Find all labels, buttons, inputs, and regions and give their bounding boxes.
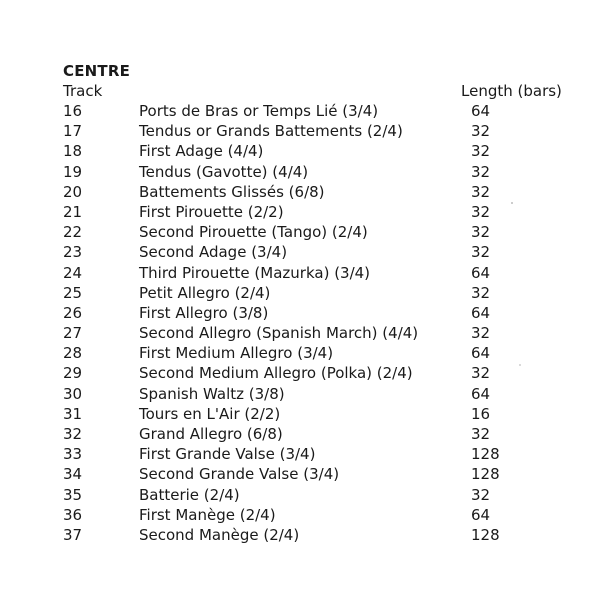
- track-length: 32: [471, 364, 491, 383]
- track-title: Grand Allegro (6/8): [139, 425, 283, 443]
- track-row: [0, 121, 600, 141]
- track-row: [0, 162, 600, 182]
- track-length: 128: [471, 465, 500, 484]
- track-length: 64: [471, 263, 491, 282]
- track-title: Tendus or Grands Battements (2/4): [139, 122, 403, 141]
- track-length: 32: [471, 283, 491, 302]
- track-row: [0, 505, 600, 525]
- track-title: Second Adage (3/4): [139, 243, 288, 262]
- track-title: First Grande Valse (3/4): [139, 445, 316, 464]
- track-length: 128: [471, 525, 500, 544]
- track-length: 32: [471, 425, 491, 443]
- track-number: 29: [63, 364, 83, 383]
- track-number: 21: [63, 202, 83, 221]
- track-row: [0, 242, 600, 262]
- track-length: 32: [471, 202, 491, 221]
- track-length: 64: [471, 344, 491, 363]
- track-number: 34: [63, 465, 83, 484]
- track-title: First Adage (4/4): [139, 142, 264, 161]
- track-title: Third Pirouette (Mazurka) (3/4): [139, 263, 371, 282]
- track-title: Batterie (2/4): [139, 485, 240, 504]
- section-title: CENTRE: [63, 62, 131, 80]
- track-length: 32: [471, 122, 491, 141]
- track-number: 33: [63, 445, 83, 464]
- track-row: [0, 424, 600, 444]
- track-row: [0, 202, 600, 222]
- track-number: 36: [63, 505, 83, 524]
- track-length: 16: [471, 404, 491, 423]
- track-row: [0, 101, 600, 121]
- track-number: 18: [63, 142, 83, 161]
- track-length: 32: [471, 243, 491, 262]
- track-title: First Pirouette (2/2): [139, 202, 284, 221]
- track-length: 64: [471, 384, 491, 403]
- track-column-header: Track: [63, 82, 103, 100]
- track-number: 17: [63, 122, 83, 141]
- track-number: 31: [63, 404, 83, 423]
- track-title: First Allegro (3/8): [139, 303, 269, 322]
- track-row: [0, 323, 600, 343]
- track-length: 32: [471, 142, 491, 161]
- track-title: Ports de Bras or Temps Lié (3/4): [139, 102, 379, 120]
- track-title: First Medium Allegro (3/4): [139, 344, 334, 363]
- track-number: 20: [63, 182, 83, 201]
- track-number: 26: [63, 303, 83, 322]
- track-row: [0, 283, 600, 303]
- track-row: [0, 384, 600, 404]
- track-title: Tours en L'Air (2/2): [139, 404, 281, 423]
- track-row: [0, 464, 600, 484]
- track-title: Battements Glissés (6/8): [139, 182, 325, 201]
- track-number: 35: [63, 485, 83, 504]
- track-length: 32: [471, 485, 491, 504]
- track-title: Spanish Waltz (3/8): [139, 384, 285, 403]
- track-title: Petit Allegro (2/4): [139, 283, 271, 302]
- track-length: 32: [471, 223, 491, 242]
- track-row: [0, 444, 600, 464]
- track-number: 30: [63, 384, 83, 403]
- track-title: Second Medium Allegro (Polka) (2/4): [139, 364, 413, 383]
- track-length: 64: [471, 505, 491, 524]
- track-length: 32: [471, 182, 491, 201]
- track-row: [0, 525, 600, 545]
- scan-speck: [511, 202, 513, 204]
- track-number: 25: [63, 283, 83, 302]
- track-number: 28: [63, 344, 83, 363]
- track-row: [0, 363, 600, 383]
- track-number: 22: [63, 223, 83, 242]
- track-row: [0, 222, 600, 242]
- length-column-header: Length (bars): [461, 82, 562, 100]
- track-length: 32: [471, 324, 491, 343]
- scan-speck: [519, 364, 521, 366]
- track-number: 19: [63, 162, 83, 181]
- track-number: 16: [63, 102, 83, 120]
- track-length: 64: [471, 102, 491, 120]
- track-title: Second Allegro (Spanish March) (4/4): [139, 324, 419, 343]
- track-row: [0, 303, 600, 323]
- track-row: [0, 485, 600, 505]
- track-number: 32: [63, 425, 83, 443]
- track-number: 24: [63, 263, 83, 282]
- track-row: [0, 141, 600, 161]
- track-number: 23: [63, 243, 83, 262]
- track-row: [0, 343, 600, 363]
- track-length: 64: [471, 303, 491, 322]
- track-title: First Manège (2/4): [139, 505, 276, 524]
- track-length: 32: [471, 162, 491, 181]
- track-title: Second Grande Valse (3/4): [139, 465, 340, 484]
- track-number: 27: [63, 324, 83, 343]
- track-row: [0, 263, 600, 283]
- track-row: [0, 182, 600, 202]
- track-title: Second Manège (2/4): [139, 525, 300, 544]
- track-row: [0, 404, 600, 424]
- track-list: [0, 101, 600, 545]
- track-title: Tendus (Gavotte) (4/4): [139, 162, 309, 181]
- track-number: 37: [63, 525, 83, 544]
- track-length: 128: [471, 445, 500, 464]
- track-title: Second Pirouette (Tango) (2/4): [139, 223, 368, 242]
